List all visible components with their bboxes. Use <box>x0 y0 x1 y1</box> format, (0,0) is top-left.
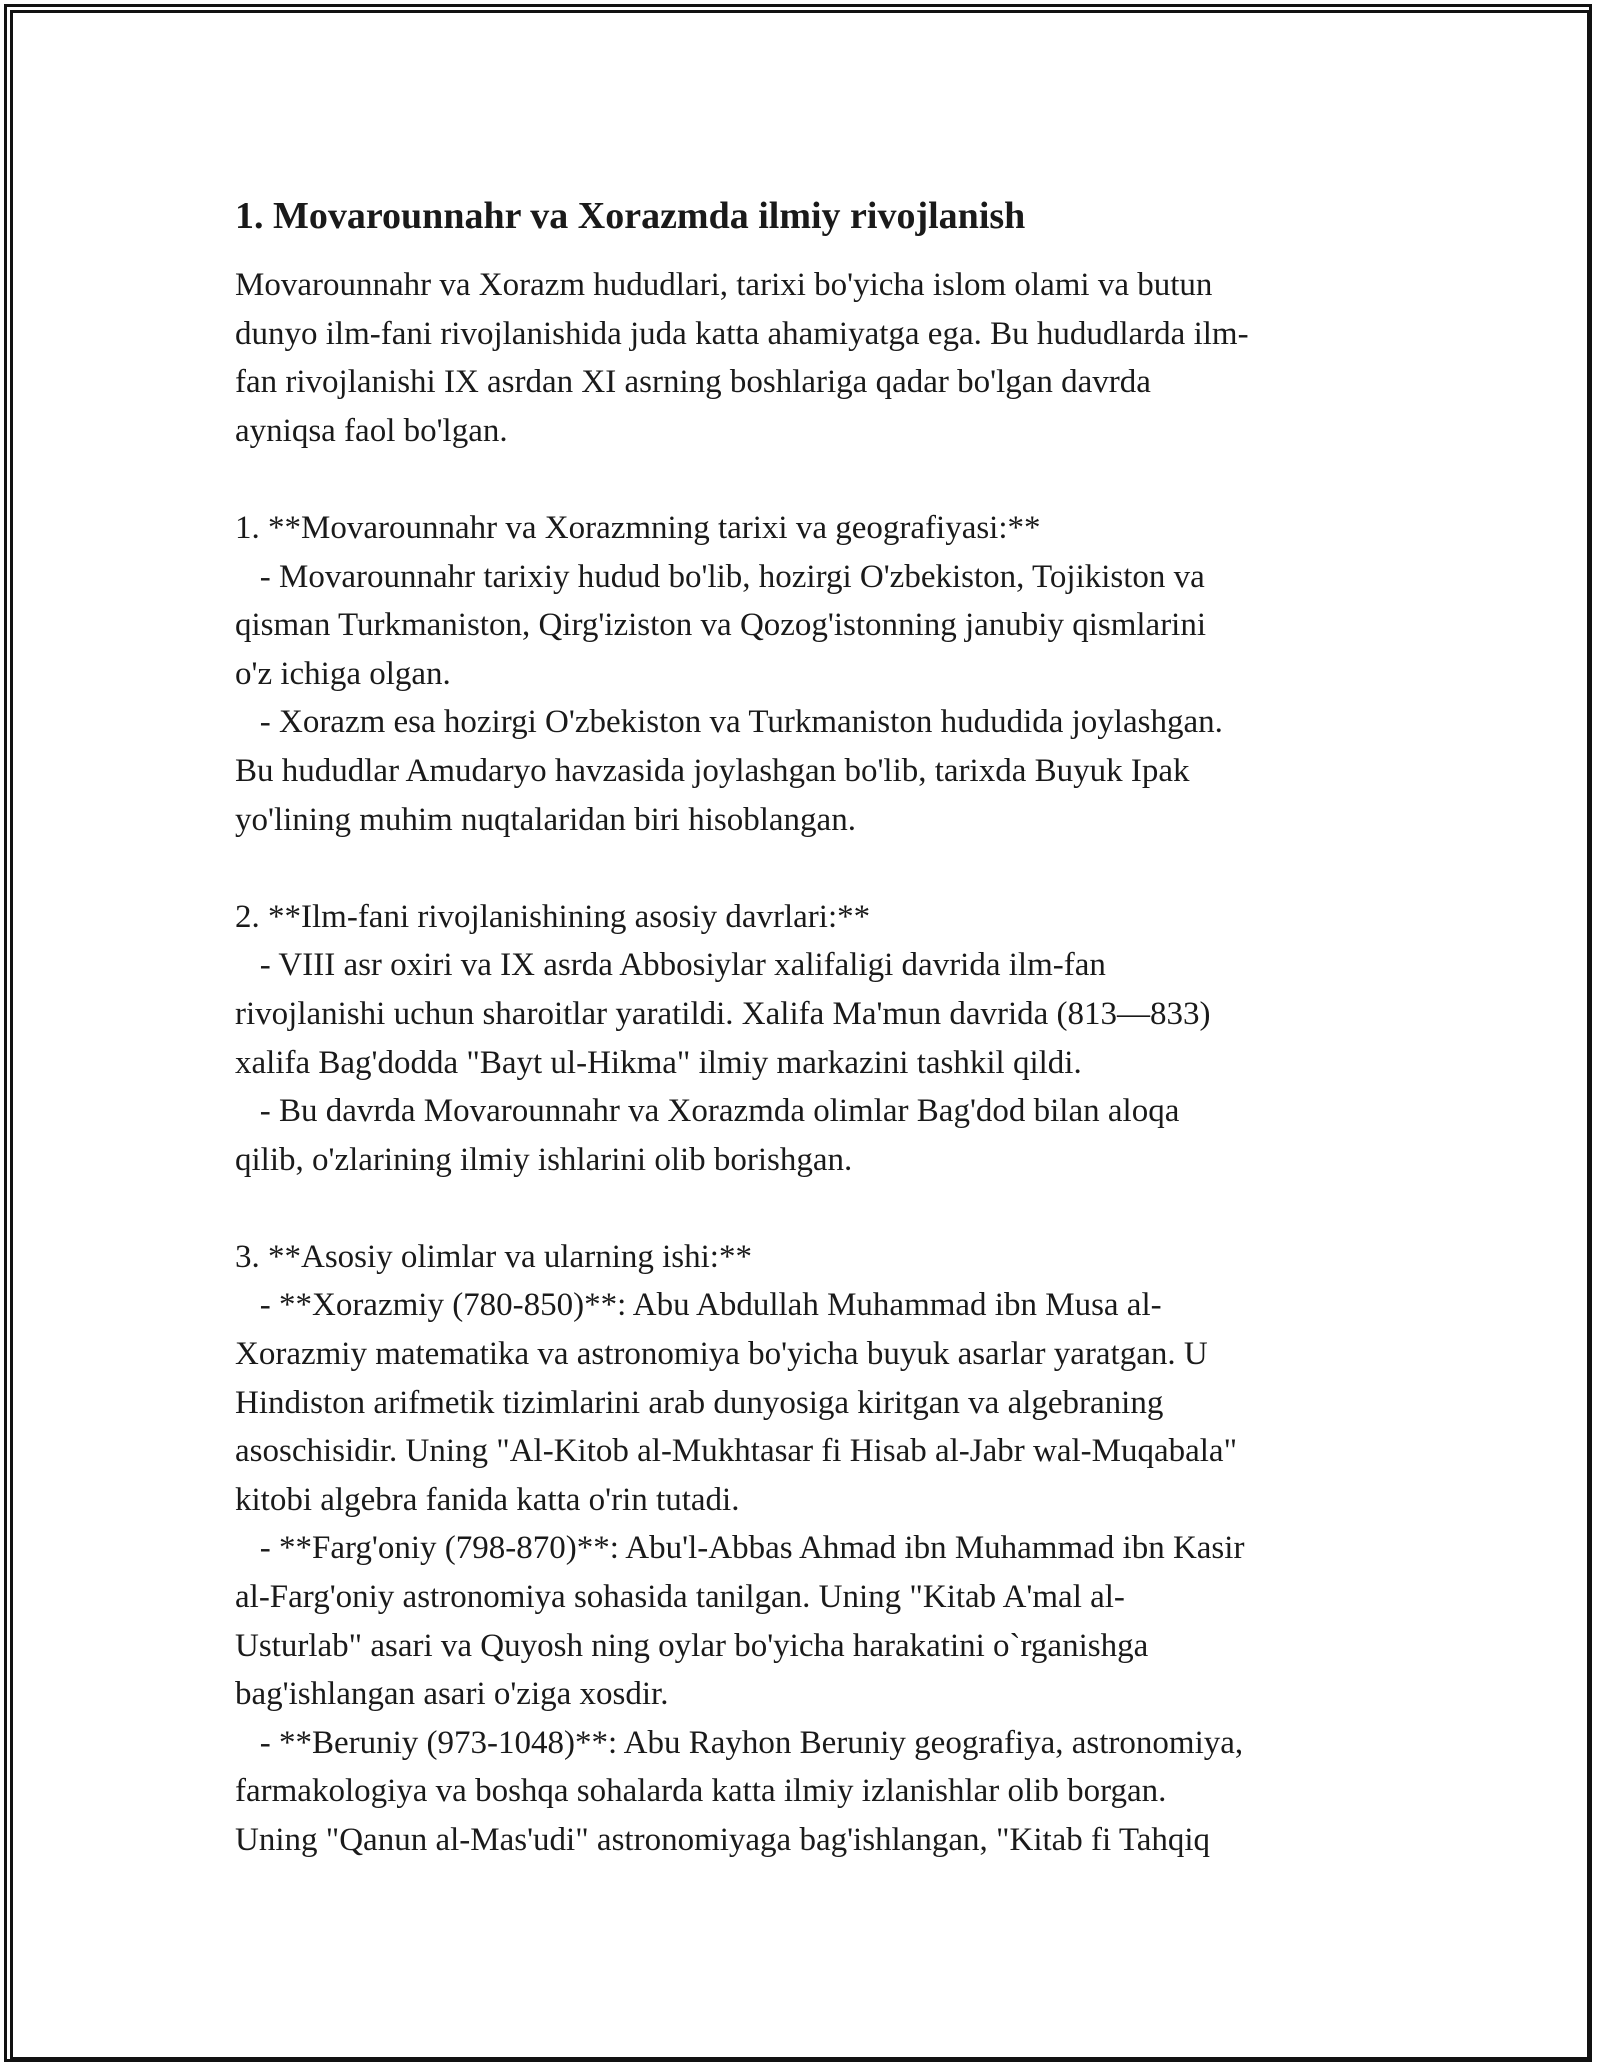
section-history-geography <box>235 504 1385 844</box>
text-line: - **Xorazmiy (780-850)**: Abu Abdullah Muhammad ibn Musa al- <box>235 1287 1162 1324</box>
text-line: qilib, o'zlarining ilmiy ishlarini olib borishgan. <box>235 1141 853 1178</box>
text-line: farmakologiya va boshqa sohalarda katta ilmiy izlanishlar olib borgan. <box>235 1773 1167 1810</box>
paragraph-gap <box>235 455 1385 504</box>
section-main-scholars <box>235 1233 1385 1865</box>
list-item-title: 1. **Movarounnahr va Xorazmning tarixi va geografiyasi:** <box>235 509 1041 546</box>
text-line: o'z ichiga olgan. <box>235 655 451 692</box>
text-line: dunyo ilm-fani rivojlanishida juda katta ahamiyatga ega. Bu hududlarda ilm- <box>235 315 1249 352</box>
list-item-title: 3. **Asosiy olimlar va ularning ishi:** <box>235 1238 752 1275</box>
text-line: bag'ishlangan asari o'ziga xosdir. <box>235 1676 669 1713</box>
text-line: Usturlab" asari va Quyosh ning oylar bo'yicha harakatini o`rganishga <box>235 1627 1149 1664</box>
list-item-title: 2. **Ilm-fani rivojlanishining asosiy davrlari:** <box>235 898 871 935</box>
text-line: ayniqsa faol bo'lgan. <box>235 412 508 449</box>
text-line: Bu hududlar Amudaryo havzasida joylashgan bo'lib, tarixda Buyuk Ipak <box>235 752 1190 789</box>
section-heading: 1. Movarounnahr va Xorazmda ilmiy rivojlanish <box>235 195 1026 237</box>
paragraph-gap <box>235 844 1385 893</box>
text-line: - **Beruniy (973-1048)**: Abu Rayhon Beruniy geografiya, astronomiya, <box>235 1724 1244 1761</box>
text-line: - Movarounnahr tarixiy hudud bo'lib, hozirgi O'zbekiston, Tojikiston va <box>235 558 1205 595</box>
text-line: - VIII asr oxiri va IX asrda Abbosiylar xalifaligi davrida ilm-fan <box>235 947 1106 984</box>
text-line: yo'lining muhim nuqtalaridan biri hisoblangan. <box>235 801 856 838</box>
text-line: asoschisidir. Uning "Al-Kitob al-Mukhtasar fi Hisab al-Jabr wal-Muqabala" <box>235 1433 1238 1470</box>
text-line: - **Farg'oniy (798-870)**: Abu'l-Abbas Ahmad ibn Muhammad ibn Kasir <box>235 1530 1245 1567</box>
intro-paragraph <box>235 261 1385 455</box>
document-page <box>235 183 1385 1865</box>
paragraph-gap <box>235 1184 1385 1233</box>
text-line: - Xorazm esa hozirgi O'zbekiston va Turkmaniston hududida joylashgan. <box>235 704 1223 741</box>
text-line: - Bu davrda Movarounnahr va Xorazmda olimlar Bag'dod bilan aloqa <box>235 1093 1180 1130</box>
text-line: qisman Turkmaniston, Qirg'iziston va Qozog'istonning janubiy qismlarini <box>235 607 1207 644</box>
text-line: Uning "Qanun al-Mas'udi" astronomiyaga bag'ishlangan, "Kitab fi Tahqiq <box>235 1822 1211 1858</box>
text-line: xalifa Bag'dodda "Bayt ul-Hikma" ilmiy markazini tashkil qildi. <box>235 1044 1082 1081</box>
text-line: rivojlanishi uchun sharoitlar yaratildi. Xalifa Ma'mun davrida (813—833) <box>235 995 1211 1032</box>
text-line: Movarounnahr va Xorazm hududlari, tarixi bo'yicha islom olami va butun <box>235 267 1213 303</box>
text-line: Xorazmiy matematika va astronomiya bo'yicha buyuk asarlar yaratgan. U <box>235 1336 1208 1373</box>
text-line: kitobi algebra fanida katta o'rin tutadi. <box>235 1481 740 1518</box>
text-line: Hindiston arifmetik tizimlarini arab dunyosiga kiritgan va algebraning <box>235 1384 1164 1421</box>
section-development-periods <box>235 893 1385 1185</box>
text-line: al-Farg'oniy astronomiya sohasida tanilgan. Uning "Kitab A'mal al- <box>235 1579 1125 1616</box>
text-line: fan rivojlanishi IX asrdan XI asrning boshlariga qadar bo'lgan davrda <box>235 364 1151 401</box>
